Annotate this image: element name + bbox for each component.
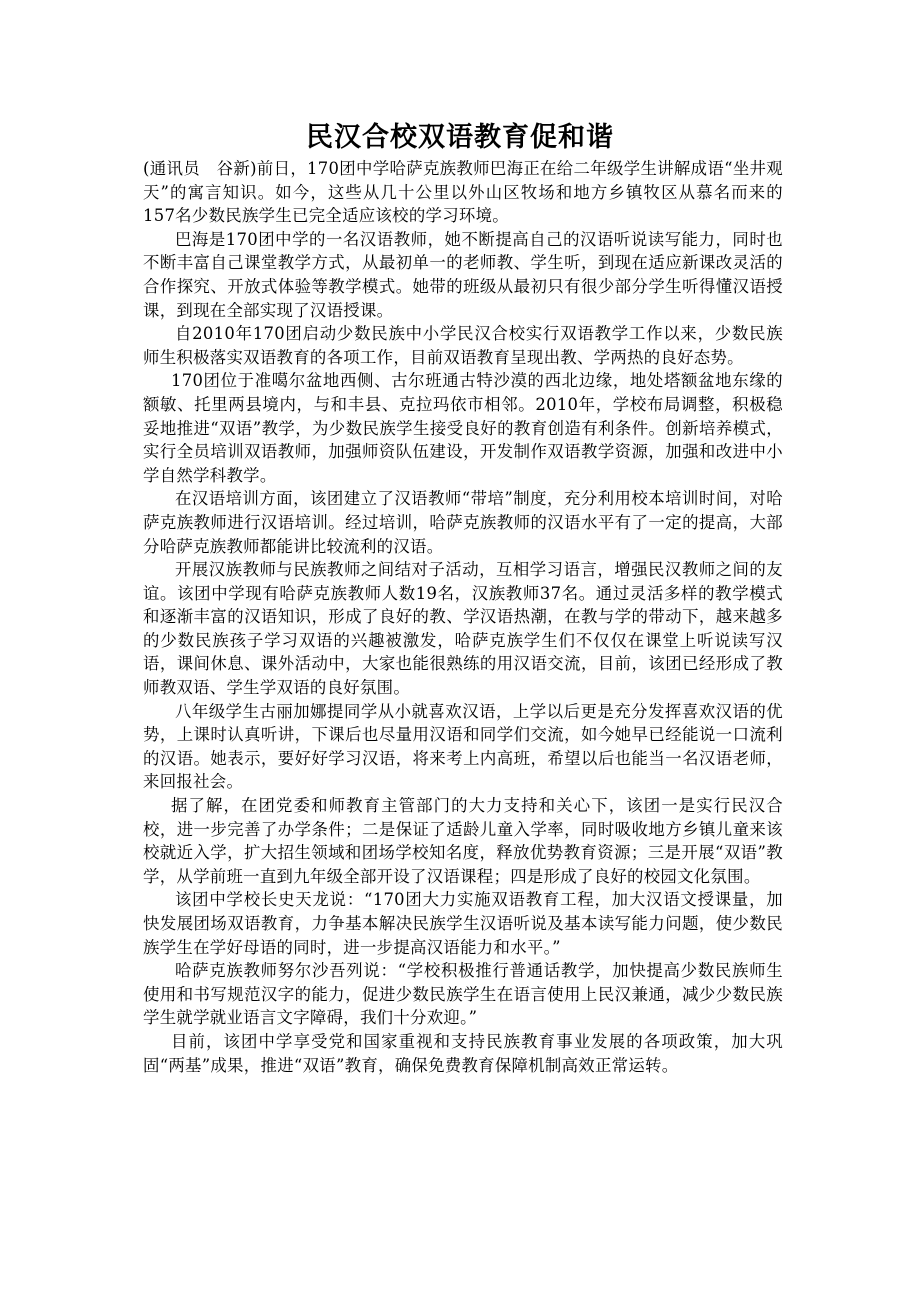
paragraph: 目前，该团中学享受党和国家重视和支持民族教育事业发展的各项政策，加大巩固“两基”成果，推进“双语”教育，确保免费教育保障机制高效正常运转。 (143, 1031, 783, 1075)
paragraph: 哈萨克族教师努尔沙吾列说：“学校积极推行普通话教学，加快提高少数民族师生使用和书写规范汉字的能力，促进少数民族学生在语言使用上民汉兼通，减少少数民族学生就学就业语言文字障碍，我们十分欢迎。” (143, 961, 783, 1028)
paragraph: 自2010年170团启动少数民族中小学民汉合校实行双语教学工作以来，少数民族师生积极落实双语教育的各项工作，目前双语教育呈现出教、学两热的良好态势。 (143, 324, 783, 367)
paragraph-intro: (通讯员 谷新)前日，170团中学哈萨克族教师巴海正在给二年级学生讲解成语“坐井观天”的寓言知识。如今，这些从几十公里以外山区牧场和地方乡镇牧区从慕名而来的157名少数民族学生已完全适应该校的学习环境。 (143, 159, 783, 226)
paragraph: 该团中学校长史天龙说：“170团大力实施双语教育工程，加大汉语文授课量，加快发展团场双语教育，力争基本解决民族学生汉语听说及基本读写能力问题，使少数民族学生在学好母语的同时，进一步提高汉语能力和水平。” (143, 890, 783, 957)
paragraph: 170团位于准噶尔盆地西侧、古尔班通古特沙漠的西北边缘，地处塔额盆地东缘的额敏、托里两县境内，与和丰县、克拉玛依市相邻。2010年，学校布局调整，积极稳妥地推进“双语”教学，为少数民族学生接受良好的教育创造有利条件。创新培养模式，实行全员培训双语教师，加强师资队伍建设，开发制作双语教学资源，加强和改进中小学自然学科教学。 (143, 371, 783, 485)
paragraph: 八年级学生古丽加娜提同学从小就喜欢汉语，上学以后更是充分发挥喜欢汉语的优势，上课时认真听讲，下课后也尽量用汉语和同学们交流，如今她早已经能说一口流利的汉语。她表示，要好好学习汉语，将来考上内高班，希望以后也能当一名汉语老师，来回报社会。 (143, 701, 783, 792)
article-body (143, 157, 783, 1077)
paragraph: 在汉语培训方面，该团建立了汉语教师“带培”制度，充分利用校本培训时间，对哈萨克族教师进行汉语培训。经过培训，哈萨克族教师的汉语水平有了一定的提高，大部分哈萨克族教师都能讲比较流利的汉语。 (143, 489, 783, 556)
paragraph: 据了解，在团党委和师教育主管部门的大力支持和关心下，该团一是实行民汉合校，进一步完善了办学条件；二是保证了适龄儿童入学率，同时吸收地方乡镇儿童来该校就近入学，扩大招生领域和团场学校知名度，释放优势教育资源；三是开展“双语”教学，从学前班一直到九年级全部开设了汉语课程；四是形成了良好的校园文化氛围。 (143, 796, 783, 886)
paragraph: 开展汉族教师与民族教师之间结对子活动，互相学习语言，增强民汉教师之间的友谊。该团中学现有哈萨克族教师人数19名，汉族教师37名。通过灵活多样的教学模式和逐渐丰富的汉语知识，形成了良好的教、学汉语热潮，在教与学的带动下，越来越多的少数民族孩子学习双语的兴趣被激发，哈萨克族学生们不仅仅在课堂上听说读写汉语，课间休息、课外活动中，大家也能很熟练的用汉语交流，目前，该团已经形成了教师教双语、学生学双语的良好氛围。 (143, 560, 783, 698)
paragraph: 巴海是170团中学的一名汉语教师，她不断提高自己的汉语听说读写能力，同时也不断丰富自己课堂教学方式，从最初单一的老师教、学生听，到现在适应新课改灵活的合作探究、开放式体验等教学模式。她带的班级从最初只有很少部分学生听得懂汉语授课，到现在全部实现了汉语授课。 (143, 229, 783, 320)
article-title: 民汉合校双语教育促和谐 (306, 122, 614, 153)
